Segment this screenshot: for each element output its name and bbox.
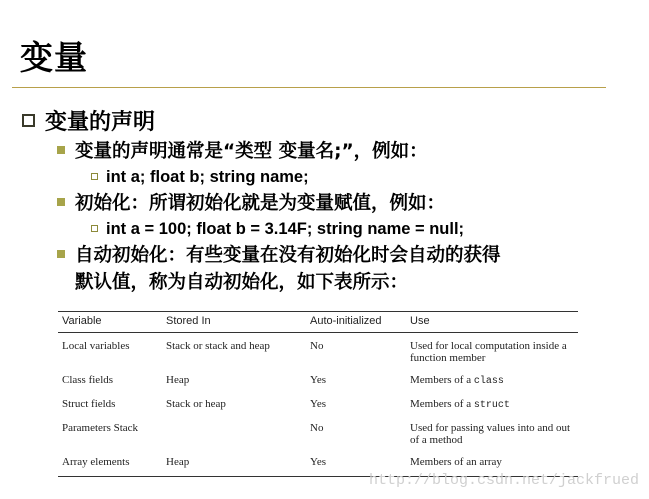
cell-use-code: struct — [473, 400, 510, 411]
cell-auto-initialized: Yes — [310, 374, 327, 386]
bullet-heading — [22, 109, 155, 137]
sub-bullet-declaration-text: int a; float b; string name; — [106, 168, 309, 186]
watermark: http://blog.csdn.net/jackfrued — [368, 472, 639, 489]
bullet-heading-text: 变量的声明 — [45, 110, 156, 135]
sub-bullet-initialization — [91, 218, 464, 240]
bullet-declaration-text: 变量的声明通常是“类型 变量名;”，例如： — [75, 141, 428, 162]
cell-stored-in: Stack or heap — [166, 398, 226, 410]
bullet-auto-initialization-text-2: 默认值，称为自动初始化，如下表所示： — [75, 272, 409, 293]
title-divider — [12, 87, 606, 88]
filled-square-bullet-icon — [57, 198, 65, 206]
table-row — [58, 333, 578, 368]
cell-auto-initialized: Yes — [306, 449, 406, 477]
cell-variable: Struct fields — [62, 398, 116, 410]
cell-auto-initialized: No — [310, 340, 324, 352]
col-header-use: Use — [406, 312, 578, 333]
cell-stored-in: Heap — [166, 374, 190, 386]
cell-use-text: Members of a — [410, 398, 474, 410]
cell-variable: Array elements — [58, 449, 162, 477]
col-header-auto-initialized: Auto-initialized — [306, 312, 406, 333]
cell-auto-initialized: Yes — [310, 398, 327, 410]
variables-table — [58, 311, 578, 477]
cell-use: Used for local computation inside a function member — [410, 340, 567, 364]
small-square-bullet-icon — [91, 225, 98, 232]
cell-use-text: Members of a — [410, 374, 474, 386]
cell-stored-in — [162, 415, 306, 449]
bullet-auto-initialization-text-1: 自动初始化：有些变量在没有初始化时会自动的获得 — [75, 245, 501, 266]
table-header-row — [58, 312, 578, 333]
cell-variable: Parameters Stack — [62, 422, 139, 434]
sub-bullet-initialization-text: int a = 100; float b = 3.14F; string name = null; — [106, 220, 465, 238]
bullet-auto-initialization — [57, 243, 501, 269]
table-row — [58, 391, 578, 415]
cell-variable: Local variables — [62, 340, 130, 352]
cell-stored-in: Stack or stack and heap — [166, 340, 270, 352]
filled-square-bullet-icon — [57, 250, 65, 258]
col-header-variable: Variable — [58, 312, 162, 333]
cell-use: Used for passing values into and out of a method — [410, 422, 571, 446]
filled-square-bullet-icon — [57, 146, 65, 154]
cell-use-code: class — [473, 376, 504, 387]
cell-variable: Class fields — [62, 374, 114, 386]
cell-use — [406, 367, 578, 391]
bullet-initialization — [57, 191, 445, 217]
cell-stored-in: Heap — [162, 449, 306, 477]
bullet-initialization-text: 初始化：所谓初始化就是为变量赋值，例如： — [75, 193, 446, 214]
cell-use: Members of an array — [406, 449, 578, 477]
outline-square-bullet-icon — [22, 114, 35, 127]
cell-use — [406, 391, 578, 415]
table-row — [58, 415, 578, 449]
small-square-bullet-icon — [91, 173, 98, 180]
bullet-declaration — [57, 139, 428, 165]
sub-bullet-declaration — [91, 166, 309, 188]
cell-auto-initialized: No — [310, 422, 324, 434]
slide-title: 变量 — [20, 38, 88, 77]
table-row — [58, 367, 578, 391]
col-header-stored-in: Stored In — [162, 312, 306, 333]
